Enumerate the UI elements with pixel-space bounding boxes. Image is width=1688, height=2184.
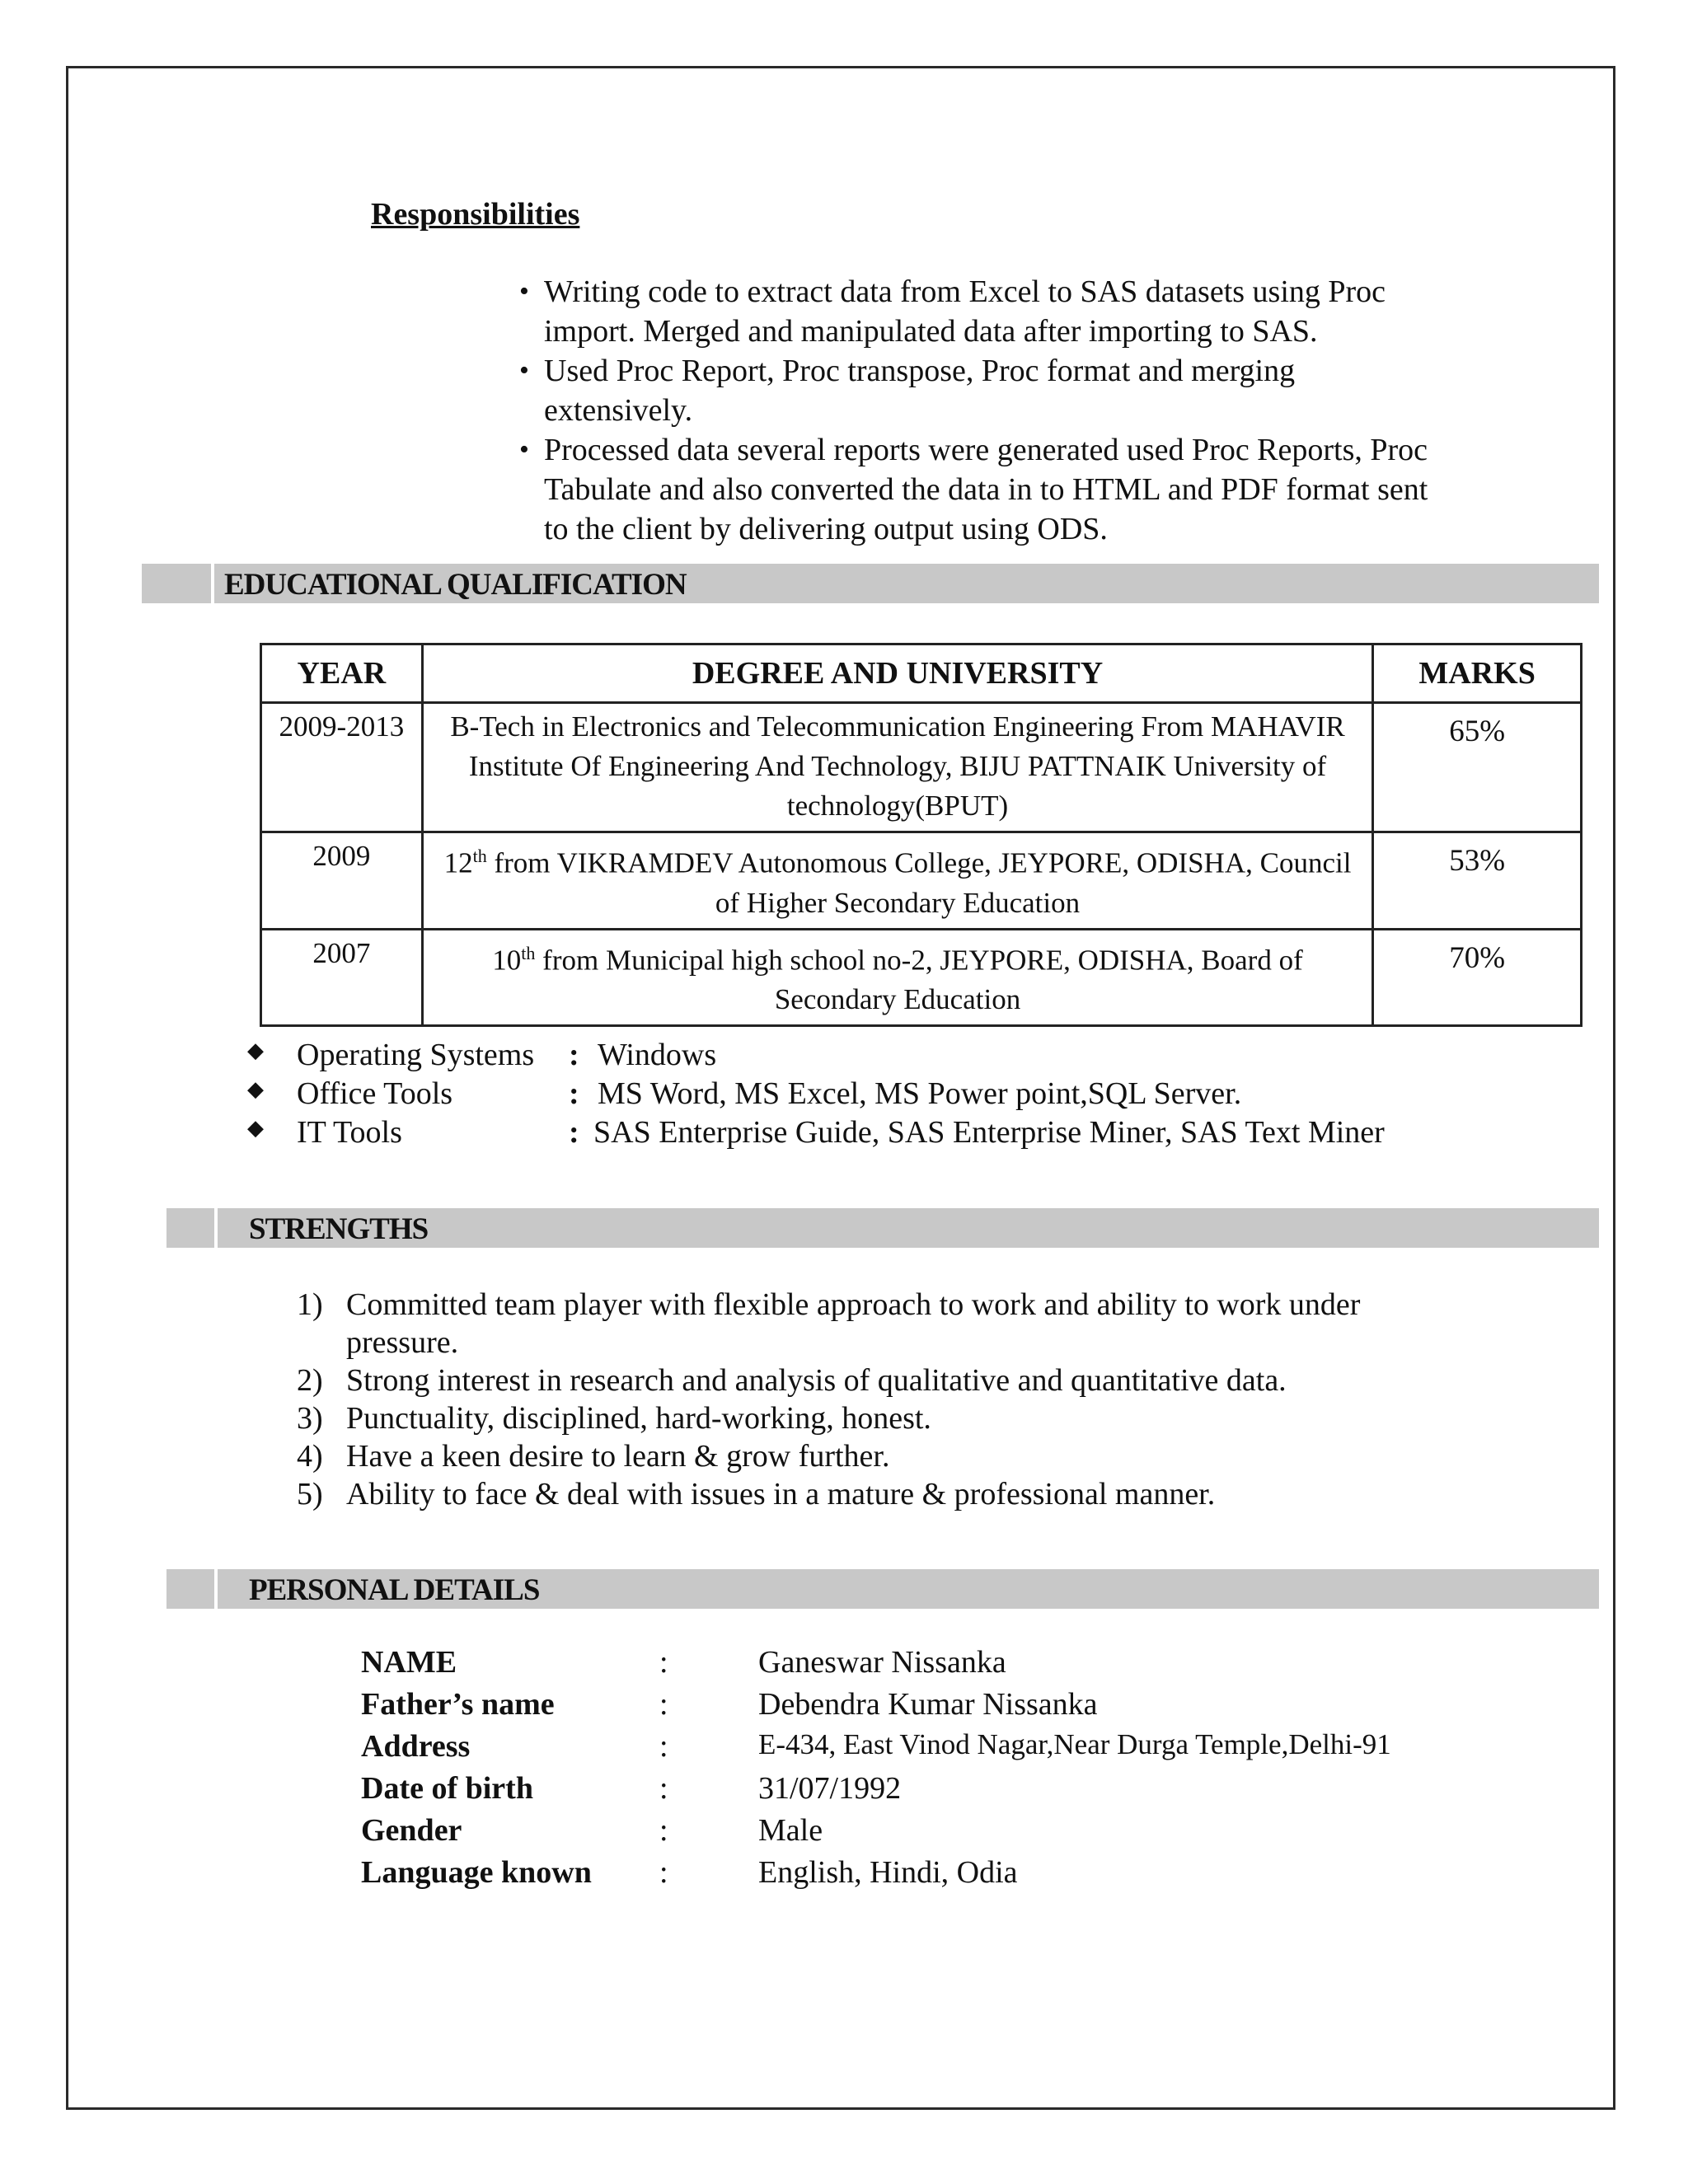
detail-colon: :	[659, 1687, 668, 1722]
list-item: • Processed data several reports were generated used Proc Reports, Proc Tabulate and also converted the data in to HTML and PDF format sent to the client by delivering output using ODS.	[518, 430, 1441, 549]
year-cell: 2009-2013	[261, 703, 423, 832]
table-header-row	[261, 644, 1582, 703]
education-heading: EDUCATIONAL QUALIFICATION	[224, 568, 687, 602]
detail-colon: :	[659, 1645, 668, 1680]
detail-label: Address	[361, 1729, 471, 1764]
degree-text: from Municipal high school no-2, JEYPORE, ODISHA, Board of Secondary Education	[542, 944, 1303, 1016]
item-text: Strong interest in research and analysis of qualitative and quantitative data.	[346, 1363, 1287, 1398]
item-number: 1)	[297, 1287, 323, 1322]
personal-heading: PERSONAL DETAILS	[249, 1573, 540, 1607]
marks-cell: 65%	[1373, 703, 1582, 832]
skill-label: Operating Systems	[297, 1038, 535, 1072]
detail-value: 31/07/1992	[758, 1771, 902, 1806]
marks-cell: 70%	[1373, 929, 1582, 1026]
skill-colon: :	[569, 1076, 579, 1111]
education-heading-bar	[142, 564, 1599, 603]
detail-label: Date of birth	[361, 1771, 533, 1806]
degree-cell	[422, 929, 1373, 1026]
detail-label: Father’s name	[361, 1687, 555, 1722]
degree-cell: B-Tech in Electronics and Telecommunication Engineering From MAHAVIR Institute Of Engineering And Technology, BIJU PATTNAIK University of technology(BPUT)	[422, 703, 1373, 832]
degree-number: 10	[492, 944, 522, 977]
heading-bar-lead	[166, 1208, 218, 1248]
heading-bar-lead	[142, 564, 214, 603]
strengths-heading: STRENGTHS	[249, 1212, 429, 1246]
list-item	[288, 1361, 1442, 1399]
table-row	[261, 703, 1582, 832]
column-header-year: YEAR	[261, 644, 423, 703]
item-number: 5)	[297, 1477, 323, 1511]
list-item	[288, 1286, 1442, 1361]
education-table	[260, 643, 1582, 1027]
detail-label: Gender	[361, 1813, 462, 1848]
detail-value: Male	[758, 1813, 823, 1848]
detail-label: Language known	[361, 1855, 592, 1890]
detail-label: NAME	[361, 1645, 457, 1680]
detail-colon: :	[659, 1813, 668, 1848]
item-text: Committed team player with flexible approach to work and ability to work under pressure.	[346, 1287, 1361, 1360]
item-number: 4)	[297, 1439, 323, 1474]
diamond-bullet-icon: ◆	[247, 1077, 264, 1101]
degree-number: 12	[443, 846, 473, 879]
skill-label: IT Tools	[297, 1115, 402, 1150]
list-item	[288, 1399, 1442, 1437]
list-item	[288, 1475, 1442, 1513]
year-cell: 2007	[261, 929, 423, 1026]
skill-value: MS Word, MS Excel, MS Power point,SQL Server.	[598, 1076, 1242, 1111]
detail-colon: :	[659, 1729, 668, 1764]
strengths-heading-bar	[166, 1208, 1599, 1248]
item-text: Have a keen desire to learn & grow further.	[346, 1439, 890, 1474]
skill-colon: :	[569, 1115, 579, 1150]
list-item: • Writing code to extract data from Excel to SAS datasets using Proc import. Merged and manipulated data after importing to SAS.	[518, 272, 1441, 351]
year-cell: 2009	[261, 832, 423, 930]
skill-label: Office Tools	[297, 1076, 453, 1111]
responsibilities-title: Responsibilities	[371, 197, 580, 232]
detail-value: E-434, East Vinod Nagar,Near Durga Temple,Delhi-91	[758, 1728, 1391, 1760]
degree-superscript: th	[472, 846, 487, 866]
degree-superscript: th	[521, 942, 536, 963]
skill-colon: :	[569, 1038, 579, 1072]
detail-value: Debendra Kumar Nissanka	[758, 1687, 1098, 1722]
detail-value: English, Hindi, Odia	[758, 1855, 1018, 1890]
marks-cell: 53%	[1373, 832, 1582, 930]
skill-value: SAS Enterprise Guide, SAS Enterprise Miner, SAS Text Miner	[593, 1115, 1385, 1150]
table-row	[261, 832, 1582, 930]
personal-heading-bar	[166, 1569, 1599, 1609]
table-row	[261, 929, 1582, 1026]
degree-cell	[422, 832, 1373, 930]
degree-text: from VIKRAMDEV Autonomous College, JEYPORE, ODISHA, Council of Higher Secondary Education	[494, 846, 1352, 919]
detail-colon: :	[659, 1855, 668, 1890]
diamond-bullet-icon: ◆	[247, 1116, 264, 1140]
skill-value: Windows	[598, 1038, 717, 1072]
item-number: 2)	[297, 1363, 323, 1398]
detail-colon: :	[659, 1771, 668, 1806]
column-header-marks: MARKS	[1373, 644, 1582, 703]
responsibilities-list	[518, 272, 1441, 549]
item-text: Punctuality, disciplined, hard-working, honest.	[346, 1401, 931, 1436]
item-number: 3)	[297, 1401, 323, 1436]
list-item	[288, 1437, 1442, 1475]
list-item: • Used Proc Report, Proc transpose, Proc format and merging extensively.	[518, 351, 1441, 430]
item-text: Ability to face & deal with issues in a mature & professional manner.	[346, 1477, 1216, 1511]
diamond-bullet-icon: ◆	[247, 1038, 264, 1062]
strengths-list	[288, 1286, 1442, 1513]
column-header-degree: DEGREE AND UNIVERSITY	[422, 644, 1373, 703]
heading-bar-lead	[166, 1569, 218, 1609]
detail-value: Ganeswar Nissanka	[758, 1645, 1006, 1680]
